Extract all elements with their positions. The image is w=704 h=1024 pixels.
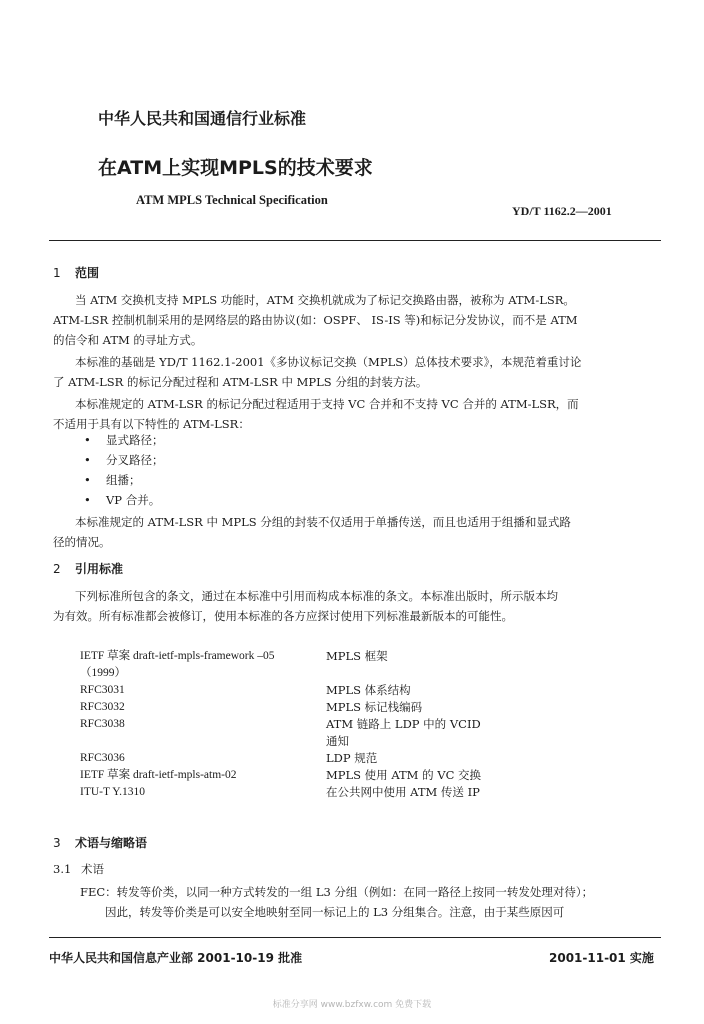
reference-title: MPLS 使用 ATM 的 VC 交换 bbox=[326, 768, 482, 782]
reference-title: ATM 链路上 LDP 中的 VCID bbox=[326, 717, 481, 731]
section-number: 1 bbox=[53, 266, 61, 280]
reference-title: MPLS 标记栈编码 bbox=[326, 700, 423, 714]
document-title: 在ATM上实现MPLS的技术要求 bbox=[98, 157, 373, 179]
standard-number: YD/T 1162.2—2001 bbox=[512, 204, 612, 218]
text-line: 径的情况。 bbox=[53, 535, 111, 549]
text-line: 当 ATM 交换机支持 MPLS 功能时，ATM 交换机就成为了标记交换路由器，被称为 ATM-LSR。 bbox=[75, 293, 575, 307]
table-row bbox=[80, 699, 530, 716]
watermark: 标准分享网 www.bzfxw.com 免费下载 bbox=[272, 1000, 432, 1010]
table-row bbox=[80, 716, 530, 733]
reference-id: RFC3032 bbox=[80, 701, 125, 713]
table-row bbox=[80, 750, 530, 767]
list-item-text: VP 合并。 bbox=[106, 493, 161, 507]
text-line: 本标准规定的 ATM-LSR 中 MPLS 分组的封装不仅适用于单播传送，而且也适用于组播和显式路 bbox=[75, 515, 571, 529]
list-item bbox=[84, 430, 164, 450]
section-title: 术语与缩略语 bbox=[75, 836, 148, 850]
reference-title: 通知 bbox=[326, 734, 349, 748]
section-2-heading bbox=[53, 560, 123, 577]
text-line: FEC：转发等价类，以同一种方式转发的一组 L3 分组（例如：在同一路径上按同一转发处理对待）； bbox=[80, 885, 594, 899]
list-item bbox=[84, 470, 164, 490]
document-title-english: ATM MPLS Technical Specification bbox=[136, 193, 328, 207]
section-number: 2 bbox=[53, 562, 61, 576]
text-line: 本标准规定的 ATM-LSR 的标记分配过程适用于支持 VC 合并和不支持 VC 合并的 ATM-LSR，而 bbox=[75, 397, 579, 411]
fec-definition bbox=[80, 882, 665, 922]
table-row bbox=[80, 767, 530, 784]
reference-title: MPLS 框架 bbox=[326, 649, 388, 663]
reference-id bbox=[80, 733, 326, 750]
footer-divider bbox=[49, 937, 661, 938]
section-1-paragraph-4 bbox=[53, 512, 638, 552]
feature-bullet-list bbox=[84, 430, 164, 510]
list-item-text: 分叉路径； bbox=[106, 453, 164, 467]
subsection-number: 3.1 bbox=[53, 862, 72, 876]
section-number: 3 bbox=[53, 836, 61, 850]
header-divider bbox=[49, 240, 661, 241]
bullet-icon: • bbox=[84, 493, 91, 507]
text-line: 因此，转发等价类是可以安全地映射至同一标记上的 L3 分组集合。注意，由于某些原因可 bbox=[105, 905, 565, 919]
section-title: 范围 bbox=[75, 266, 100, 280]
list-item-text: 组播； bbox=[106, 473, 141, 487]
approval-statement: 中华人民共和国信息产业部 2001-10-19 批准 bbox=[49, 951, 303, 965]
text-line: 为有效。所有标准都会被修订，使用本标准的各方应探讨使用下列标准最新版本的可能性。 bbox=[53, 609, 513, 623]
implementation-date: 2001-11-01 实施 bbox=[549, 951, 654, 965]
list-item bbox=[84, 490, 164, 510]
reference-id: RFC3038 bbox=[80, 718, 125, 730]
reference-id: ITU-T Y.1310 bbox=[80, 786, 145, 798]
reference-title: LDP 规范 bbox=[326, 751, 378, 765]
section-1-paragraph-1 bbox=[53, 290, 638, 350]
bullet-icon: • bbox=[84, 473, 91, 487]
reference-title: 在公共网中使用 ATM 传送 IP bbox=[326, 785, 480, 799]
bullet-icon: • bbox=[84, 433, 91, 447]
text-line: 本标准的基础是 YD/T 1162.1-2001《多协议标记交换（MPLS）总体技术要求》，本规范着重讨论 bbox=[75, 355, 582, 369]
text-line: 不适用于具有以下特性的 ATM-LSR： bbox=[53, 417, 250, 431]
table-row bbox=[80, 682, 530, 699]
section-title: 引用标准 bbox=[75, 562, 124, 576]
reference-id: IETF 草案 draft-ietf-mpls-framework –05 bbox=[80, 650, 275, 662]
list-item bbox=[84, 450, 164, 470]
table-row bbox=[80, 733, 530, 750]
table-row bbox=[80, 784, 530, 801]
text-line: 下列标准所包含的条文，通过在本标准中引用而构成本标准的条文。本标准出版时，所示版本均 bbox=[75, 589, 558, 603]
reference-title bbox=[326, 665, 530, 682]
section-2-paragraph-1 bbox=[53, 586, 638, 626]
subsection-title: 术语 bbox=[81, 862, 104, 876]
reference-id: RFC3031 bbox=[80, 684, 125, 696]
text-line: ATM-LSR 控制机制采用的是网络层的路由协议(如：OSPF、 IS-IS 等)和标记分发协议，而不是 ATM bbox=[53, 313, 578, 327]
reference-title: MPLS 体系结构 bbox=[326, 683, 411, 697]
section-3-heading bbox=[53, 834, 147, 851]
list-item-text: 显式路径； bbox=[106, 433, 164, 447]
bullet-icon: • bbox=[84, 453, 91, 467]
reference-id: RFC3036 bbox=[80, 752, 125, 764]
subsection-3-1-heading bbox=[53, 861, 104, 877]
text-line: 的信令和 ATM 的寻址方式。 bbox=[53, 333, 203, 347]
reference-id: IETF 草案 draft-ietf-mpls-atm-02 bbox=[80, 769, 237, 781]
section-1-paragraph-3 bbox=[53, 394, 638, 434]
table-row bbox=[80, 665, 530, 682]
table-row bbox=[80, 648, 530, 665]
reference-id: （1999） bbox=[80, 667, 126, 679]
industry-standard-heading: 中华人民共和国通信行业标准 bbox=[98, 109, 307, 128]
section-1-paragraph-2 bbox=[53, 352, 638, 392]
normative-references-table bbox=[80, 648, 530, 801]
section-1-heading bbox=[53, 264, 99, 281]
text-line: 了 ATM-LSR 的标记分配过程和 ATM-LSR 中 MPLS 分组的封装方法。 bbox=[53, 375, 428, 389]
